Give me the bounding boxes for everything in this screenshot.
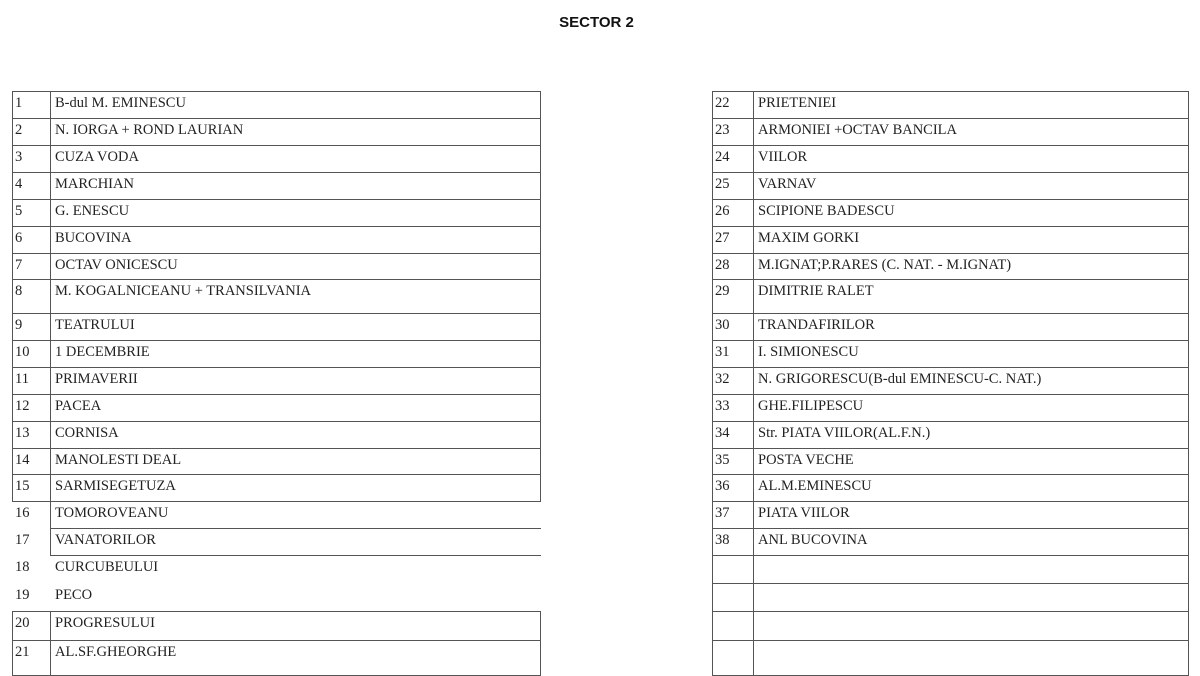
table-border xyxy=(712,555,713,584)
table-border xyxy=(540,340,541,368)
table-row xyxy=(712,340,1188,367)
street-name: CORNISA xyxy=(55,425,119,441)
table-border xyxy=(712,172,713,200)
table-border xyxy=(712,501,713,529)
table-row xyxy=(712,474,1188,501)
table-border xyxy=(712,555,1189,556)
table-border xyxy=(1188,253,1189,280)
table-border xyxy=(12,199,541,200)
table-row xyxy=(12,199,540,226)
page-title: SECTOR 2 xyxy=(559,14,634,31)
table-row xyxy=(712,226,1188,253)
row-number: 25 xyxy=(715,176,730,192)
row-number: 37 xyxy=(715,505,730,521)
table-border xyxy=(12,199,13,227)
table-border xyxy=(753,340,754,368)
table-row xyxy=(712,91,1188,118)
table-border xyxy=(12,118,13,146)
table-border xyxy=(50,279,51,314)
table-border xyxy=(12,474,13,502)
row-number: 12 xyxy=(15,398,30,414)
table-border xyxy=(12,226,13,254)
table-row xyxy=(712,199,1188,226)
row-number: 7 xyxy=(15,257,23,273)
table-border xyxy=(712,118,713,146)
table-border xyxy=(753,611,754,641)
table-row xyxy=(712,448,1188,474)
row-number: 4 xyxy=(15,176,23,192)
row-number: 17 xyxy=(15,532,30,548)
row-number: 22 xyxy=(715,95,730,111)
row-number: 18 xyxy=(15,559,30,575)
table-border xyxy=(540,118,541,146)
street-name: SARMISEGETUZA xyxy=(55,478,176,494)
table-border xyxy=(712,145,1189,146)
table-border xyxy=(712,528,713,556)
street-name: CUZA VODA xyxy=(55,149,139,165)
street-name: BUCOVINA xyxy=(55,230,132,246)
row-number: 15 xyxy=(15,478,30,494)
table-border xyxy=(540,145,541,173)
table-border xyxy=(12,340,541,341)
table-border xyxy=(12,640,541,641)
table-border xyxy=(12,448,13,475)
row-number: 11 xyxy=(15,371,29,387)
row-number: 23 xyxy=(715,122,730,138)
table-border xyxy=(1188,199,1189,227)
table-border xyxy=(540,279,541,314)
table-border xyxy=(12,367,541,368)
table-border xyxy=(753,394,754,422)
table-row xyxy=(712,501,1188,528)
table-border xyxy=(50,172,51,200)
table-row xyxy=(12,583,540,611)
table-border xyxy=(1188,421,1189,449)
table-border xyxy=(540,367,541,395)
row-number: 21 xyxy=(15,644,30,660)
table-row xyxy=(712,253,1188,279)
table-border xyxy=(50,640,51,676)
table-border xyxy=(12,145,13,173)
table-border xyxy=(540,172,541,200)
street-name: TOMOROVEANU xyxy=(55,505,169,521)
table-row xyxy=(12,313,540,340)
street-name: PROGRESULUI xyxy=(55,615,155,631)
street-name: PECO xyxy=(55,587,93,603)
row-number: 26 xyxy=(715,203,730,219)
street-name: G. ENESCU xyxy=(55,203,130,219)
table-row xyxy=(12,448,540,474)
table-border xyxy=(12,640,13,676)
table-border xyxy=(12,279,13,314)
table-border xyxy=(12,611,541,612)
table-row xyxy=(712,313,1188,340)
row-number: 27 xyxy=(715,230,730,246)
street-name: TRANDAFIRILOR xyxy=(758,317,875,333)
table-border xyxy=(12,474,541,475)
table-border xyxy=(712,313,713,341)
table-border xyxy=(12,145,541,146)
table-border xyxy=(712,118,1189,119)
table-row xyxy=(12,118,540,145)
street-name: MAXIM GORKI xyxy=(758,230,860,246)
table-border xyxy=(50,118,51,146)
table-border xyxy=(50,145,51,173)
table-border xyxy=(50,253,51,280)
street-name: ANL BUCOVINA xyxy=(758,532,868,548)
table-border xyxy=(540,253,541,280)
table-row xyxy=(712,583,1188,611)
table-border xyxy=(1188,611,1189,641)
table-border xyxy=(753,501,754,529)
table-border xyxy=(753,313,754,341)
table-border xyxy=(50,313,51,341)
table-border xyxy=(12,611,13,641)
street-name: B-dul M. EMINESCU xyxy=(55,95,186,111)
table-border xyxy=(50,394,51,422)
table-border xyxy=(753,421,754,449)
table-border xyxy=(540,474,541,502)
row-number: 10 xyxy=(15,344,30,360)
table-border xyxy=(1188,226,1189,254)
street-name: I. SIMIONESCU xyxy=(758,344,859,360)
table-border xyxy=(540,313,541,341)
table-border xyxy=(712,253,1189,254)
row-number: 6 xyxy=(15,230,23,246)
table-border xyxy=(712,172,1189,173)
table-border xyxy=(753,145,754,173)
street-name: N. GRIGORESCU(B-dul EMINESCU-C. NAT.) xyxy=(758,371,1042,387)
table-border xyxy=(540,91,541,119)
table-border xyxy=(1188,501,1189,529)
table-border xyxy=(50,199,51,227)
table-border xyxy=(712,91,1189,92)
table-border xyxy=(712,145,713,173)
table-border xyxy=(753,279,754,314)
row-number: 33 xyxy=(715,398,730,414)
street-name: POSTA VECHE xyxy=(758,452,854,468)
table-border xyxy=(753,528,754,556)
table-border xyxy=(753,555,754,584)
row-number: 1 xyxy=(15,95,23,111)
row-number: 34 xyxy=(715,425,730,441)
row-number: 20 xyxy=(15,615,30,631)
street-name: VIILOR xyxy=(758,149,808,165)
table-border xyxy=(12,172,541,173)
table-border xyxy=(753,583,754,612)
table-border xyxy=(540,421,541,449)
table-border xyxy=(753,448,754,475)
table-border xyxy=(50,474,51,502)
table-border xyxy=(12,313,13,341)
table-border xyxy=(712,226,1189,227)
table-border xyxy=(12,367,13,395)
table-border xyxy=(712,448,1189,449)
table-border xyxy=(1188,91,1189,119)
table-border xyxy=(712,421,713,449)
row-number: 5 xyxy=(15,203,23,219)
street-name: TEATRULUI xyxy=(55,317,135,333)
table-row xyxy=(712,367,1188,394)
table-border xyxy=(1188,172,1189,200)
table-border xyxy=(712,313,1189,314)
table-border xyxy=(12,91,541,92)
table-border xyxy=(50,448,51,475)
street-name: PRIETENIEI xyxy=(758,95,837,111)
table-border xyxy=(1188,474,1189,502)
row-number: 19 xyxy=(15,587,30,603)
table-row xyxy=(12,145,540,172)
table-border xyxy=(50,528,51,556)
table-row xyxy=(12,421,540,448)
row-number: 14 xyxy=(15,452,30,468)
street-name: N. IORGA + ROND LAURIAN xyxy=(55,122,244,138)
table-border xyxy=(12,448,541,449)
street-name: VANATORILOR xyxy=(55,532,156,548)
row-number: 35 xyxy=(715,452,730,468)
table-border xyxy=(1188,448,1189,475)
table-border xyxy=(50,501,51,529)
street-name: PRIMAVERII xyxy=(55,371,138,387)
table-border xyxy=(1188,583,1189,612)
table-row xyxy=(12,367,540,394)
table-border xyxy=(712,367,1189,368)
table-border xyxy=(1188,118,1189,146)
table-border xyxy=(712,611,713,641)
table-border xyxy=(753,474,754,502)
table-border xyxy=(753,91,754,119)
street-name: VARNAV xyxy=(758,176,817,192)
table-border xyxy=(712,199,713,227)
table-row xyxy=(712,279,1188,313)
table-row xyxy=(712,394,1188,421)
table-border xyxy=(12,253,541,254)
street-name: 1 DECEMBRIE xyxy=(55,344,150,360)
table-row xyxy=(12,501,540,528)
table-row xyxy=(712,555,1188,583)
row-number: 9 xyxy=(15,317,23,333)
table-border xyxy=(50,340,51,368)
table-border xyxy=(50,611,51,641)
table-border xyxy=(1188,640,1189,676)
table-border xyxy=(12,313,541,314)
table-border xyxy=(712,583,713,612)
table-row xyxy=(12,253,540,279)
table-border xyxy=(50,421,51,449)
table-border xyxy=(12,394,13,422)
table-border xyxy=(50,367,51,395)
street-name: PIATA VIILOR xyxy=(758,505,850,521)
table-border xyxy=(753,172,754,200)
table-border xyxy=(753,226,754,254)
table-border xyxy=(712,279,713,314)
row-number: 29 xyxy=(715,283,730,299)
row-number: 28 xyxy=(715,257,730,273)
table-border xyxy=(1188,279,1189,314)
row-number: 24 xyxy=(715,149,730,165)
table-border xyxy=(712,583,1189,584)
row-number: 2 xyxy=(15,122,23,138)
street-name: DIMITRIE RALET xyxy=(758,283,874,299)
street-name: M. KOGALNICEANU + TRANSILVANIA xyxy=(55,283,312,299)
table-border xyxy=(712,91,713,119)
table-border xyxy=(12,118,541,119)
table-border xyxy=(12,340,13,368)
table-row xyxy=(12,226,540,253)
table-border xyxy=(712,279,1189,280)
street-name: Str. PIATA VIILOR(AL.F.N.) xyxy=(758,425,931,441)
table-border xyxy=(753,367,754,395)
table-border xyxy=(753,199,754,227)
table-border xyxy=(753,118,754,146)
table-row xyxy=(712,145,1188,172)
street-name: PACEA xyxy=(55,398,102,414)
table-border xyxy=(12,394,541,395)
table-row xyxy=(12,172,540,199)
table-border xyxy=(712,340,713,368)
table-border xyxy=(540,199,541,227)
table-border xyxy=(50,91,51,119)
table-border xyxy=(1188,145,1189,173)
table-border xyxy=(12,421,13,449)
table-border xyxy=(1188,367,1189,395)
table-row xyxy=(12,279,540,313)
table-border xyxy=(712,448,713,475)
table-border xyxy=(712,421,1189,422)
table-border xyxy=(540,640,541,676)
street-name: CURCUBEULUI xyxy=(55,559,159,575)
table-row xyxy=(712,640,1188,675)
table-border xyxy=(753,640,754,676)
table-row xyxy=(12,340,540,367)
row-number: 3 xyxy=(15,149,23,165)
table-border xyxy=(1188,555,1189,584)
table-row xyxy=(12,528,540,555)
street-name: GHE.FILIPESCU xyxy=(758,398,864,414)
table-row xyxy=(712,172,1188,199)
table-border xyxy=(12,279,541,280)
street-name: M.IGNAT;P.RARES (C. NAT. - M.IGNAT) xyxy=(758,257,1012,273)
row-number: 8 xyxy=(15,283,23,299)
table-row xyxy=(712,528,1188,555)
row-number: 36 xyxy=(715,478,730,494)
table-border xyxy=(540,448,541,475)
row-number: 31 xyxy=(715,344,730,360)
table-border xyxy=(712,394,713,422)
table-border xyxy=(712,640,1189,641)
table-border xyxy=(12,172,13,200)
table-border xyxy=(1188,528,1189,556)
table-border xyxy=(12,253,13,280)
table-row xyxy=(712,118,1188,145)
table-border xyxy=(712,501,1189,502)
table-border xyxy=(712,528,1189,529)
table-border xyxy=(753,253,754,280)
table-border xyxy=(50,226,51,254)
street-name: SCIPIONE BADESCU xyxy=(758,203,895,219)
table-border xyxy=(1188,313,1189,341)
table-border xyxy=(712,253,713,280)
table-border xyxy=(540,394,541,422)
row-number: 16 xyxy=(15,505,30,521)
table-border xyxy=(712,199,1189,200)
street-name: MANOLESTI DEAL xyxy=(55,452,182,468)
table-border xyxy=(540,226,541,254)
table-border xyxy=(712,394,1189,395)
table-row xyxy=(12,555,540,583)
row-number: 30 xyxy=(715,317,730,333)
table-border xyxy=(12,226,541,227)
street-name: MARCHIAN xyxy=(55,176,134,192)
table-row xyxy=(12,640,540,675)
table-row xyxy=(12,474,540,501)
row-number: 38 xyxy=(715,532,730,548)
table-border xyxy=(12,91,13,119)
table-border xyxy=(712,340,1189,341)
table-border xyxy=(712,367,713,395)
row-number: 13 xyxy=(15,425,30,441)
street-name: AL.SF.GHEORGHE xyxy=(55,644,177,660)
table-border xyxy=(540,611,541,641)
table-row xyxy=(712,611,1188,640)
table-border xyxy=(712,226,713,254)
table-border xyxy=(1188,394,1189,422)
street-name: OCTAV ONICESCU xyxy=(55,257,178,273)
table-row xyxy=(12,91,540,118)
table-row xyxy=(12,394,540,421)
street-name: AL.M.EMINESCU xyxy=(758,478,872,494)
table-border xyxy=(712,611,1189,612)
street-name: ARMONIEI +OCTAV BANCILA xyxy=(758,122,958,138)
table-border xyxy=(712,640,713,676)
table-border xyxy=(712,474,713,502)
table-row xyxy=(712,421,1188,448)
table-border xyxy=(1188,340,1189,368)
row-number: 32 xyxy=(715,371,730,387)
table-row xyxy=(12,611,540,640)
table-border xyxy=(12,421,541,422)
table-border xyxy=(712,474,1189,475)
